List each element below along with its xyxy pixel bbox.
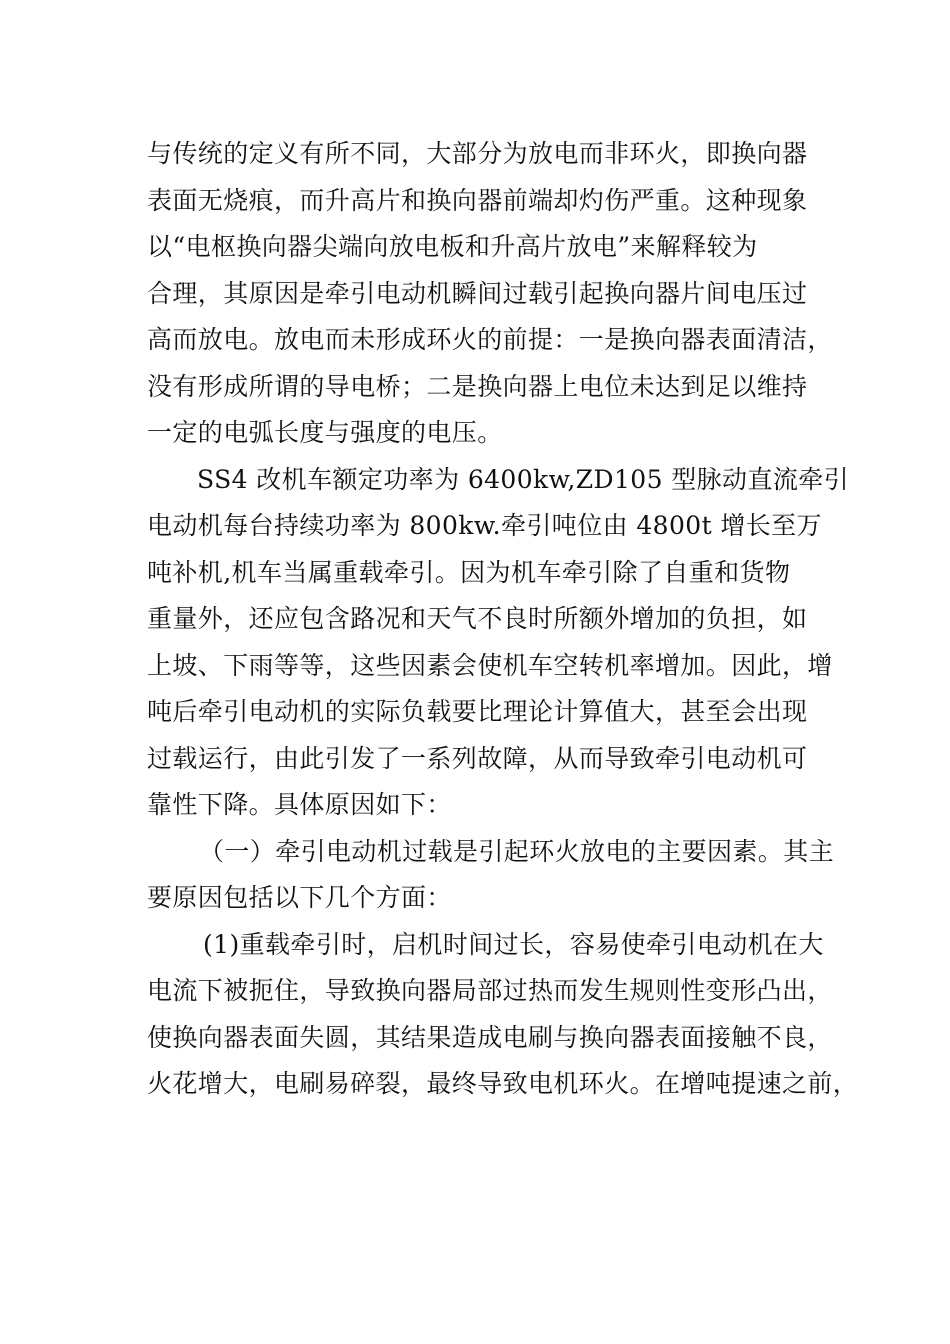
paragraph-line: 与传统的定义有所不同，大部分为放电而非环火，即换向器 [147,139,808,168]
paragraph-line: 使换向器表面失圆，其结果造成电刷与换向器表面接触不良， [147,1022,833,1052]
paragraph-line: 合理，其原因是牵引电动机瞬间过载引起换向器片间电压过 [147,278,808,308]
paragraph-line: 火花增大，电刷易碎裂，最终导致电机环火。在增吨提速之前， [147,1069,859,1098]
paragraph-line: 一定的电弧长度与强度的电压。 [147,418,503,447]
paragraph-line: (1)重载牵引时，启机时间过长，容易使牵引电动机在大 [203,929,824,959]
paragraph-line: 靠性下降。具体原因如下： [147,790,452,819]
paragraph-line: 过载运行，由此引发了一系列故障，从而导致牵引电动机可 [147,743,808,773]
paragraph-line: 电动机每台持续功率为 800kw.牵引吨位由 4800t 增长至万 [147,511,822,540]
paragraph-line: 要原因包括以下几个方面： [147,883,452,912]
paragraph-line: 上坡、下雨等等，这些因素会使机车空转机率增加。因此，增 [147,650,833,680]
paragraph-line: 高而放电。放电而未形成环火的前提：一是换向器表面清洁， [147,325,833,354]
paragraph-line: （一）牵引电动机过载是引起环火放电的主要因素。其主 [199,836,835,866]
paragraph-line: 重量外，还应包含路况和天气不良时所额外增加的负担，如 [147,604,808,633]
paragraph-line: 电流下被扼住，导致换向器局部过热而发生规则性变形凸出， [147,976,833,1005]
paragraph-line: 吨补机,机车当属重载牵引。因为机车牵引除了自重和货物 [147,557,791,587]
paragraph-line: 以“电枢换向器尖端向放电板和升高片放电”来解释较为 [147,232,758,261]
paragraph-line: 表面无烧痕，而升高片和换向器前端却灼伤严重。这种现象 [147,185,808,215]
paragraph-line: 吨后牵引电动机的实际负载要比理论计算值大，甚至会出现 [147,697,808,726]
paragraph-line: 没有形成所谓的导电桥；二是换向器上电位未达到足以维持 [147,371,808,401]
paragraph-line: SS4 改机车额定功率为 6400kw,ZD105 型脉动直流牵引 [197,464,850,494]
document-body [147,131,859,1108]
